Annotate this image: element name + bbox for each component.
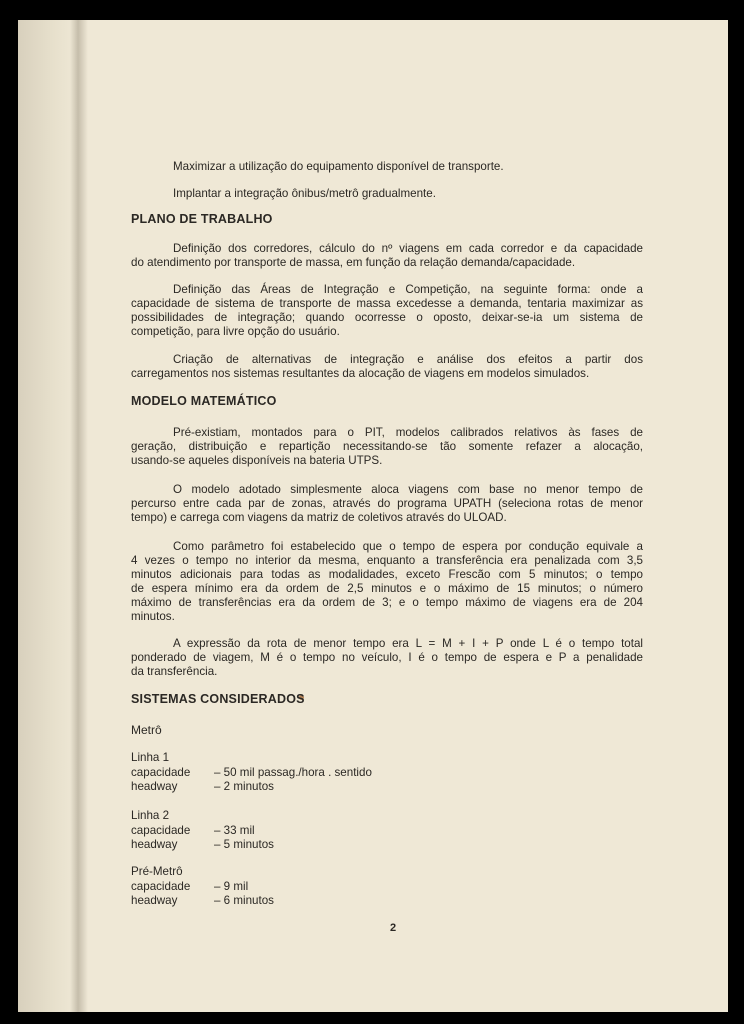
capacity-value: – 50 mil passag./hora . sentido: [214, 766, 372, 779]
section-heading-plano: PLANO DE TRABALHO: [131, 212, 273, 226]
capacity-value: – 33 mil: [214, 824, 255, 837]
paragraph-line: Definição dos corredores, cálculo do nº viagens em cada corredor e da capacidade: [173, 242, 643, 255]
paragraph-line: ponderado de viagem, M é o tempo no veículo, I é o tempo de espera e P a penalidade: [131, 651, 643, 664]
paragraph-line: do atendimento por transporte de massa, em função da relação demanda/capacidade.: [131, 256, 576, 269]
section-heading-modelo: MODELO MATEMÁTICO: [131, 394, 277, 408]
paragraph-line: competição, para livre opção do usuário.: [131, 325, 340, 338]
paragraph-line: 4 vezes o tempo no interior da mesma, enquanto a transferência era penalizada com 3,5: [131, 554, 643, 567]
paragraph-line: carregamentos nos sistemas resultantes da alocação de viagens em modelos simulados.: [131, 367, 590, 380]
system-name: Pré-Metrô: [131, 865, 183, 878]
paragraph-line: usando-se aqueles disponíveis na bateria UTPS.: [131, 454, 383, 467]
headway-label: headway: [131, 894, 178, 907]
headway-value: – 6 minutos: [214, 894, 274, 907]
paragraph-line: máximo de transferências era da ordem de 3; e o tempo máximo de viagens era de 204: [131, 596, 643, 609]
paragraph-line: capacidade de sistema de transporte de massa excedesse a demanda, tentaria maximizar as: [131, 297, 643, 310]
headway-value: – 5 minutos: [214, 838, 274, 851]
paragraph-line: percurso entre cada par de zonas, através do programa UPATH (seleciona rotas de menor: [131, 497, 643, 510]
paragraph-line: Pré-existiam, montados para o PIT, modelos calibrados relativos às fases de: [173, 426, 643, 439]
intro-line: Implantar a integração ônibus/metrô gradualmente.: [173, 187, 436, 200]
capacity-label: capacidade: [131, 824, 191, 837]
binding-shadow: [18, 20, 78, 1012]
spine-fold: [70, 20, 88, 1012]
headway-value: – 2 minutos: [214, 780, 274, 793]
paragraph-line: de espera mínimo era da ordem de 2,5 minutos e o máximo de 15 minutos; o número: [131, 582, 643, 595]
paragraph-line: da transferência.: [131, 665, 218, 678]
capacity-value: – 9 mil: [214, 880, 249, 893]
system-name: Linha 1: [131, 751, 170, 764]
capacity-label: capacidade: [131, 880, 191, 893]
paragraph-line: A expressão da rota de menor tempo era L = M + I + P onde L é o tempo total: [173, 637, 643, 650]
document-page: [18, 20, 728, 1012]
intro-line: Maximizar a utilização do equipamento disponível de transporte.: [173, 160, 504, 173]
paragraph-line: Criação de alternativas de integração e análise dos efeitos a partir dos: [173, 353, 643, 366]
page-number: 2: [390, 922, 397, 934]
paragraph-line: possibilidades de integração; quando ocorresse o oposto, deixar-se-ia um sistema de: [131, 311, 643, 324]
capacity-label: capacidade: [131, 766, 191, 779]
system-name: Linha 2: [131, 809, 170, 822]
headway-label: headway: [131, 838, 178, 851]
paragraph-line: minutos adicionais para todas as modalidades, exceto Frescão com 5 minutos; o tempo: [131, 568, 643, 581]
paragraph-line: tempo) e carrega com viagens da matriz de coletivos através do ULOAD.: [131, 511, 507, 524]
paragraph-line: Definição das Áreas de Integração e Competição, na seguinte forma: onde a: [173, 283, 643, 296]
paragraph-line: geração, distribuição e repartição necessitando-se tão somente refazer a alocação,: [131, 440, 643, 453]
paragraph-line: Como parâmetro foi estabelecido que o tempo de espera por condução equivale a: [173, 540, 643, 553]
headway-label: headway: [131, 780, 178, 793]
paragraph-line: minutos.: [131, 610, 175, 623]
subheading-metro: Metrô: [131, 723, 162, 737]
paragraph-line: O modelo adotado simplesmente aloca viagens com base no menor tempo de: [173, 483, 643, 496]
section-heading-sistemas: SISTEMAS CONSIDERADOS: [131, 692, 305, 706]
